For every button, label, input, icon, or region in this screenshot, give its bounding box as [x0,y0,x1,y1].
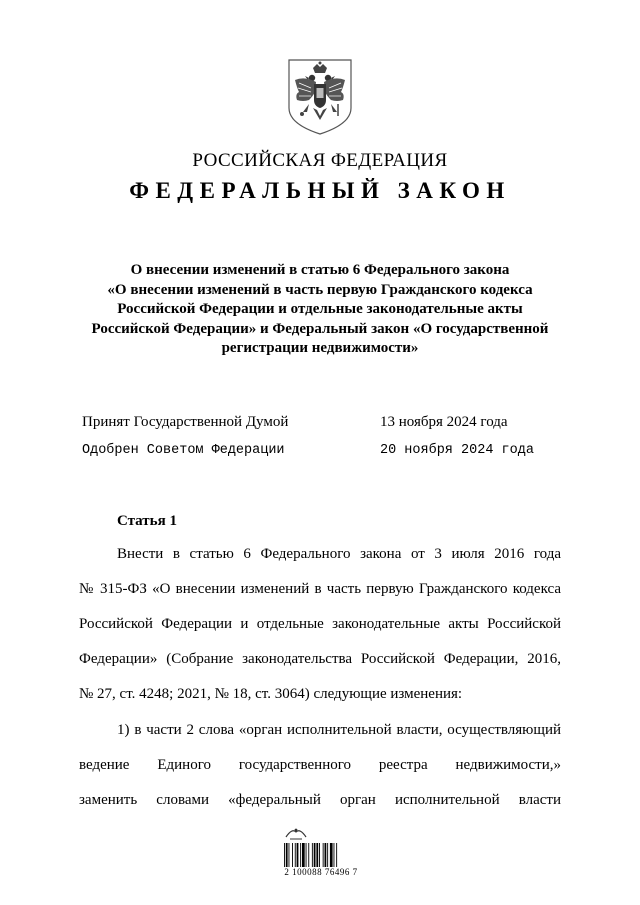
law-title [70,261,570,359]
article-text-line: ведение Единого государственного реестра недвижимости,» [79,757,561,773]
law-title-line: О внесении изменений в статью 6 Федерального закона [130,262,510,278]
document-type-heading: ФЕДЕРАЛЬНЫЙ ЗАКОН [129,178,511,203]
country-name: РОССИЙСКАЯ ФЕДЕРАЦИЯ [192,150,448,171]
council-approval-label: Одобрен Советом Федерации [82,443,285,458]
article-text-line: Федерации» (Собрание законодательства Российской Федерации, 2016, [79,651,561,667]
law-title-line: Российской Федерации и отдельные законодательные акты [117,301,523,318]
article-text-line: заменить словами «федеральный орган исполнительной власти [79,792,561,808]
law-title-line: Российской Федерации» и Федеральный закон «О государственной [91,320,549,337]
law-title-line: «О внесении изменений в часть первую Гражданского кодекса [107,281,533,298]
duma-adoption-date: 13 ноября 2024 года [380,414,508,430]
article-text-line: 1) в части 2 слова «орган исполнительной власти, осуществляющий [117,722,561,738]
law-title-line: регистрации недвижимости» [221,340,419,357]
article-text-line: Российской Федерации и отдельные законодательные акты Российской [79,616,561,632]
article-text-line: Внести в статью 6 Федерального закона от 3 июля 2016 года [117,546,561,562]
article-text-line: № 315-ФЗ «О внесении изменений в часть первую Гражданского кодекса [79,581,561,597]
article-heading: Статья 1 [117,513,177,529]
coat-of-arms-emblem [287,58,353,136]
council-approval-date: 20 ноября 2024 года [380,443,534,458]
barcode [283,843,359,867]
barcode-number: 2 100088 76496 7 [284,867,358,877]
duma-adoption-label: Принят Государственной Думой [82,414,289,430]
printer-mark-icon [284,826,308,840]
article-text-line: № 27, ст. 4248; 2021, № 18, ст. 3064) следующие изменения: [79,686,463,702]
